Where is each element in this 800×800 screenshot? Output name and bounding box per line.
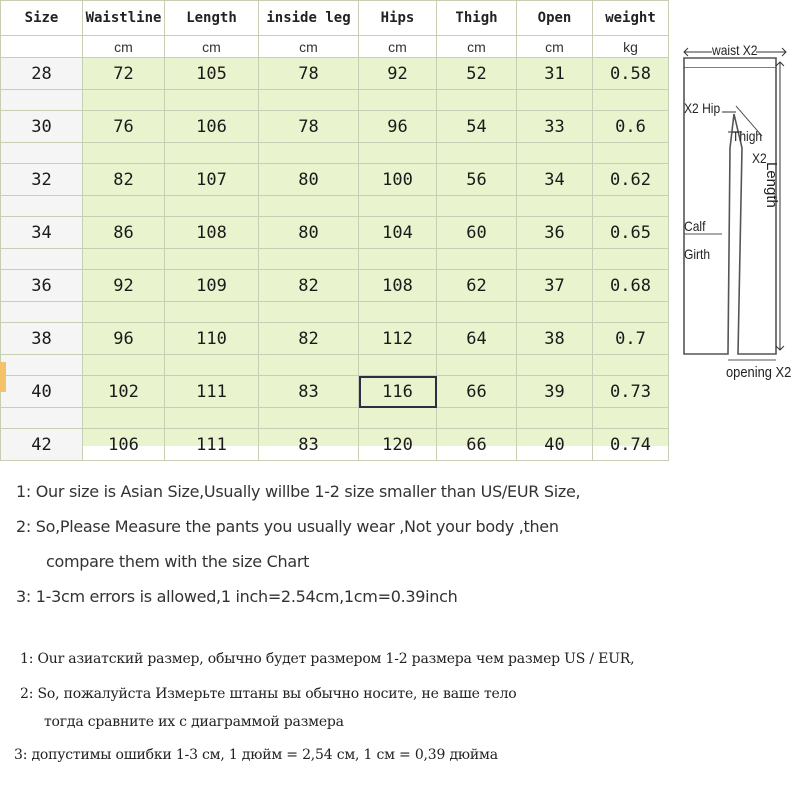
table-cell[interactable]: 108 [165, 217, 259, 249]
label-length: Length [763, 162, 780, 208]
table-cell[interactable]: 56 [437, 164, 517, 196]
table-cell[interactable]: 110 [165, 323, 259, 355]
blank-row [1, 143, 669, 164]
table-cell[interactable]: 78 [259, 58, 359, 90]
table-row [1, 58, 669, 90]
column-header[interactable]: Hips [359, 1, 437, 36]
label-calf: Calf [684, 218, 706, 234]
blank-cell[interactable] [437, 249, 517, 270]
table-cell[interactable]: 96 [359, 111, 437, 143]
blank-cell[interactable] [1, 143, 83, 164]
table-cell[interactable]: 100 [359, 164, 437, 196]
table-cell[interactable]: 83 [259, 429, 359, 461]
blank-cell[interactable] [1, 408, 83, 429]
table-cell[interactable]: 116 [359, 376, 437, 408]
table-cell[interactable]: 105 [165, 58, 259, 90]
blank-cell[interactable] [437, 196, 517, 217]
blank-cell[interactable] [593, 355, 669, 376]
column-header[interactable]: weight [593, 1, 669, 36]
blank-cell[interactable] [165, 408, 259, 429]
blank-cell[interactable] [259, 355, 359, 376]
table-cell[interactable]: 108 [359, 270, 437, 302]
table-cell[interactable]: 39 [517, 376, 593, 408]
blank-row [1, 196, 669, 217]
table-cell[interactable]: 82 [259, 323, 359, 355]
blank-cell[interactable] [165, 249, 259, 270]
table-cell[interactable]: 120 [359, 429, 437, 461]
table-row [1, 323, 669, 355]
pants-measurement-diagram [676, 28, 800, 408]
blank-cell[interactable] [593, 143, 669, 164]
note-ru-1: 1: Our азиатский размер, обычно будет размером 1-2 размера чем размер US / EUR, [20, 651, 635, 667]
blank-row [1, 90, 669, 111]
unit-cell[interactable]: cm [359, 36, 437, 58]
column-header[interactable]: inside leg [259, 1, 359, 36]
blank-cell[interactable] [1, 196, 83, 217]
blank-cell[interactable] [359, 355, 437, 376]
column-header[interactable]: Size [1, 1, 83, 36]
table-cell[interactable]: 40 [517, 429, 593, 461]
blank-cell[interactable] [165, 355, 259, 376]
size-cell[interactable]: 34 [1, 217, 83, 249]
column-header[interactable]: Waistline [83, 1, 165, 36]
note-ru-3: 3: допустимы ошибки 1-3 см, 1 дюйм = 2,54 см, 1 см = 0,39 дюйма [14, 747, 498, 763]
units-row [1, 36, 669, 58]
column-header[interactable]: Length [165, 1, 259, 36]
table-cell[interactable]: 38 [517, 323, 593, 355]
size-chart-table [0, 0, 668, 455]
table-cell[interactable]: 107 [165, 164, 259, 196]
blank-cell[interactable] [517, 408, 593, 429]
label-hip: X2 Hip [684, 100, 721, 116]
blank-cell[interactable] [165, 143, 259, 164]
table-cell[interactable]: 92 [359, 58, 437, 90]
table-cell[interactable]: 86 [83, 217, 165, 249]
blank-cell[interactable] [359, 90, 437, 111]
table-row [1, 270, 669, 302]
blank-cell[interactable] [259, 302, 359, 323]
blank-cell[interactable] [259, 196, 359, 217]
table-cell[interactable]: 64 [437, 323, 517, 355]
table-cell[interactable]: 83 [259, 376, 359, 408]
table-row [1, 111, 669, 143]
table-cell[interactable]: 109 [165, 270, 259, 302]
unit-cell[interactable]: cm [165, 36, 259, 58]
table-cell[interactable]: 106 [165, 111, 259, 143]
size-cell[interactable]: 28 [1, 58, 83, 90]
blank-cell[interactable] [83, 143, 165, 164]
blank-cell[interactable] [593, 249, 669, 270]
label-opening: opening X2 [726, 364, 792, 381]
size-cell[interactable]: 32 [1, 164, 83, 196]
note-ru-2-continued: тогда сравните их с диаграммой размера [44, 714, 344, 730]
column-header[interactable]: Open [517, 1, 593, 36]
blank-cell[interactable] [1, 302, 83, 323]
unit-cell[interactable]: kg [593, 36, 669, 58]
table-row [1, 376, 669, 408]
label-girth: Girth [684, 246, 711, 262]
table-cell[interactable]: 78 [259, 111, 359, 143]
table-cell[interactable]: 33 [517, 111, 593, 143]
table-cell[interactable]: 0.65 [593, 217, 669, 249]
table-row [1, 217, 669, 249]
blank-cell[interactable] [359, 408, 437, 429]
size-cell[interactable]: 36 [1, 270, 83, 302]
table-cell[interactable]: 66 [437, 376, 517, 408]
column-header[interactable]: Thigh [437, 1, 517, 36]
table-cell[interactable]: 0.7 [593, 323, 669, 355]
table-cell[interactable]: 36 [517, 217, 593, 249]
table-cell[interactable]: 0.68 [593, 270, 669, 302]
blank-cell[interactable] [593, 408, 669, 429]
blank-cell[interactable] [165, 90, 259, 111]
table-cell[interactable]: 92 [83, 270, 165, 302]
blank-cell[interactable] [517, 249, 593, 270]
table-cell[interactable]: 31 [517, 58, 593, 90]
unit-cell[interactable] [1, 36, 83, 58]
table-cell[interactable]: 0.74 [593, 429, 669, 461]
table-cell[interactable]: 112 [359, 323, 437, 355]
blank-cell[interactable] [437, 143, 517, 164]
blank-row [1, 249, 669, 270]
blank-cell[interactable] [259, 90, 359, 111]
table-cell[interactable]: 0.6 [593, 111, 669, 143]
table-cell[interactable]: 0.62 [593, 164, 669, 196]
table-row [1, 429, 669, 461]
blank-cell[interactable] [259, 249, 359, 270]
blank-cell[interactable] [359, 302, 437, 323]
unit-cell[interactable]: cm [259, 36, 359, 58]
table-cell[interactable]: 80 [259, 217, 359, 249]
blank-cell[interactable] [83, 302, 165, 323]
header-row [1, 1, 669, 36]
blank-cell[interactable] [517, 90, 593, 111]
table-cell[interactable]: 104 [359, 217, 437, 249]
unit-cell[interactable]: cm [437, 36, 517, 58]
active-row-marker [0, 362, 6, 392]
table-cell[interactable]: 52 [437, 58, 517, 90]
blank-cell[interactable] [593, 196, 669, 217]
blank-cell[interactable] [83, 408, 165, 429]
blank-cell[interactable] [517, 302, 593, 323]
table-cell[interactable]: 111 [165, 376, 259, 408]
label-thigh: Thigh [732, 128, 763, 144]
blank-cell[interactable] [593, 302, 669, 323]
blank-cell[interactable] [437, 90, 517, 111]
blank-cell[interactable] [83, 196, 165, 217]
blank-cell[interactable] [83, 90, 165, 111]
note-en-2: 2: So,Please Measure the pants you usually wear ,Not your body ,then [16, 517, 559, 536]
size-cell[interactable]: 38 [1, 323, 83, 355]
blank-cell[interactable] [1, 355, 83, 376]
note-en-2-continued: compare them with the size Chart [46, 552, 310, 571]
table-cell[interactable]: 72 [83, 58, 165, 90]
note-ru-2: 2: So, пожалуйста Измерьте штаны вы обычно носите, не ваше тело [20, 686, 517, 702]
table-cell[interactable]: 82 [83, 164, 165, 196]
blank-cell[interactable] [259, 408, 359, 429]
blank-cell[interactable] [359, 143, 437, 164]
blank-cell[interactable] [593, 90, 669, 111]
table-cell[interactable]: 82 [259, 270, 359, 302]
blank-cell[interactable] [259, 143, 359, 164]
table-cell[interactable]: 60 [437, 217, 517, 249]
blank-cell[interactable] [517, 355, 593, 376]
blank-cell[interactable] [165, 196, 259, 217]
table-cell[interactable]: 34 [517, 164, 593, 196]
table-cell[interactable]: 62 [437, 270, 517, 302]
note-en-3: 3: 1-3cm errors is allowed,1 inch=2.54cm,1cm=0.39inch [16, 587, 458, 606]
table-cell[interactable]: 76 [83, 111, 165, 143]
blank-row [1, 355, 669, 376]
table-cell[interactable]: 37 [517, 270, 593, 302]
blank-row [1, 408, 669, 429]
label-thigh-x2: X2 [752, 150, 767, 166]
table-cell[interactable]: 54 [437, 111, 517, 143]
size-cell[interactable]: 30 [1, 111, 83, 143]
table-cell[interactable]: 0.58 [593, 58, 669, 90]
blank-cell[interactable] [437, 355, 517, 376]
table-row [1, 164, 669, 196]
size-cell[interactable]: 40 [1, 376, 83, 408]
blank-row [1, 302, 669, 323]
size-cell[interactable]: 42 [1, 429, 83, 461]
blank-cell[interactable] [437, 408, 517, 429]
unit-cell[interactable]: cm [83, 36, 165, 58]
blank-cell[interactable] [359, 249, 437, 270]
unit-cell[interactable]: cm [517, 36, 593, 58]
table-cell[interactable]: 66 [437, 429, 517, 461]
blank-cell[interactable] [359, 196, 437, 217]
blank-cell[interactable] [1, 249, 83, 270]
blank-cell[interactable] [83, 249, 165, 270]
table-cell[interactable]: 111 [165, 429, 259, 461]
blank-cell[interactable] [83, 355, 165, 376]
label-waist: waist X2 [712, 42, 758, 58]
table-cell[interactable]: 96 [83, 323, 165, 355]
blank-cell[interactable] [165, 302, 259, 323]
blank-cell[interactable] [437, 302, 517, 323]
blank-cell[interactable] [517, 143, 593, 164]
table-cell[interactable]: 102 [83, 376, 165, 408]
table-cell[interactable]: 106 [83, 429, 165, 461]
note-en-1: 1: Our size is Asian Size,Usually willbe 1-2 size smaller than US/EUR Size, [16, 482, 581, 501]
table-cell[interactable]: 80 [259, 164, 359, 196]
table-cell[interactable]: 0.73 [593, 376, 669, 408]
blank-cell[interactable] [1, 90, 83, 111]
blank-cell[interactable] [517, 196, 593, 217]
